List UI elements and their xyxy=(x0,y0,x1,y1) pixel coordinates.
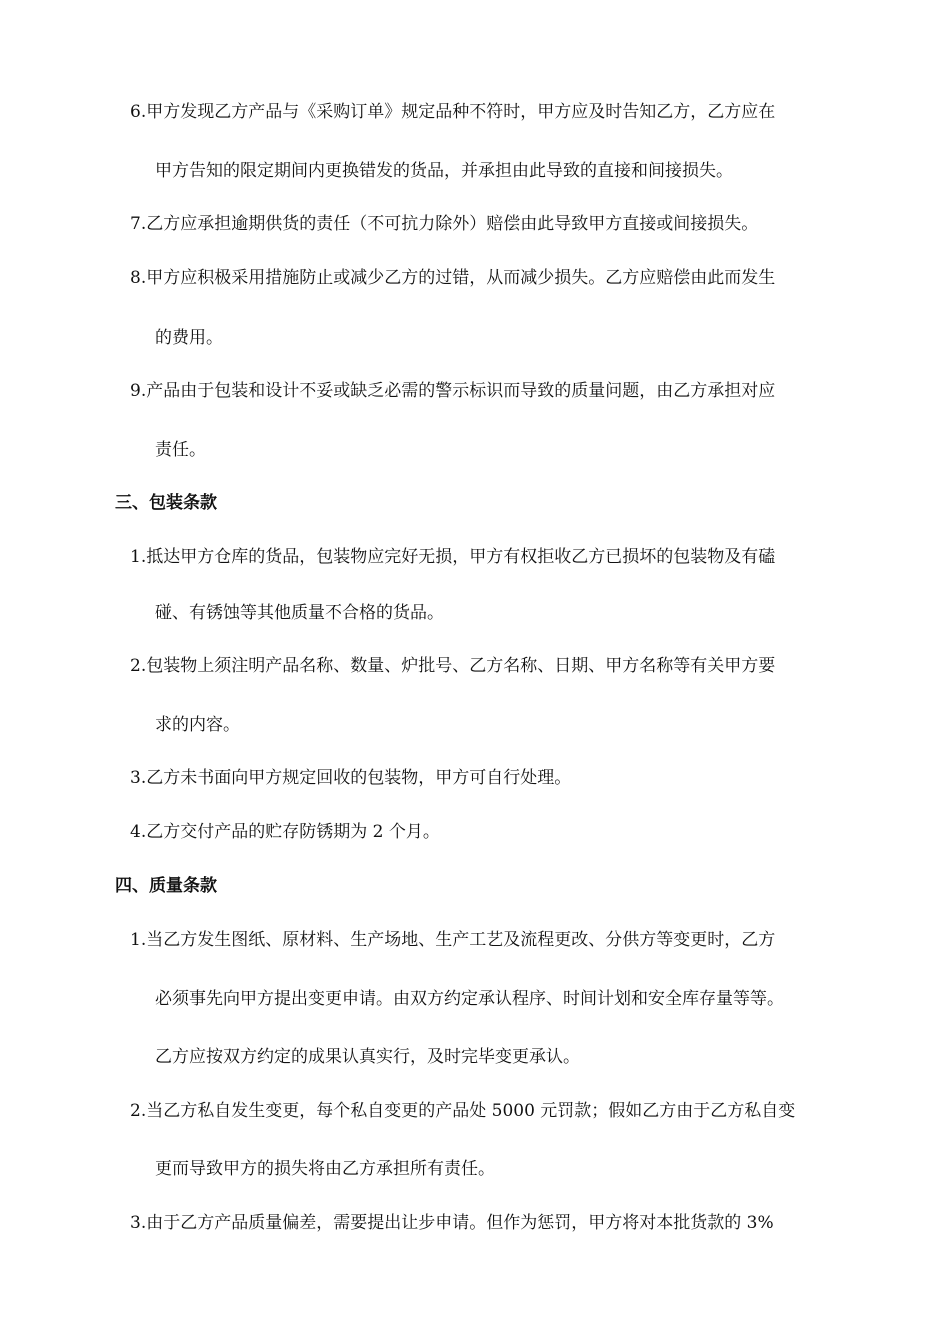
section-heading-quality: 四、质量条款 xyxy=(115,876,217,896)
quality-clause-1-line-2: 必须事先向甲方提出变更申请。由双方约定承认程序、时间计划和安全库存量等等。 xyxy=(155,989,784,1009)
quality-clause-1-line-1: 1.当乙方发生图纸、原材料、生产场地、生产工艺及流程更改、分供方等变更时，乙方 xyxy=(130,930,776,950)
clause-7-line-1: 7.乙方应承担逾期供货的责任（不可抗力除外）赔偿由此导致甲方直接或间接损失。 xyxy=(130,214,759,234)
section-heading-packaging: 三、包装条款 xyxy=(115,493,217,513)
quality-clause-2-line-1: 2.当乙方私自发生变更，每个私自变更的产品处 5000 元罚款；假如乙方由于乙方私自变 xyxy=(130,1101,796,1121)
packaging-clause-4-line-1: 4.乙方交付产品的贮存防锈期为 2 个月。 xyxy=(130,822,440,842)
clause-6-line-2: 甲方告知的限定期间内更换错发的货品，并承担由此导致的直接和间接损失。 xyxy=(155,161,733,181)
clause-9-line-2: 责任。 xyxy=(155,440,206,460)
quality-clause-1-line-3: 乙方应按双方约定的成果认真实行，及时完毕变更承认。 xyxy=(155,1047,580,1067)
clause-8-line-2: 的费用。 xyxy=(155,328,223,348)
clause-9-line-1: 9.产品由于包装和设计不妥或缺乏必需的警示标识而导致的质量问题，由乙方承担对应 xyxy=(130,381,776,401)
quality-clause-3-line-1: 3.由于乙方产品质量偏差，需要提出让步申请。但作为惩罚，甲方将对本批货款的 3% xyxy=(130,1213,774,1233)
quality-clause-2-line-2: 更而导致甲方的损失将由乙方承担所有责任。 xyxy=(155,1159,495,1179)
packaging-clause-1-line-1: 1.抵达甲方仓库的货品，包装物应完好无损，甲方有权拒收乙方已损坏的包装物及有磕 xyxy=(130,547,776,567)
packaging-clause-2-line-1: 2.包装物上须注明产品名称、数量、炉批号、乙方名称、日期、甲方名称等有关甲方要 xyxy=(130,656,776,676)
clause-6-line-1: 6.甲方发现乙方产品与《采购订单》规定品种不符时，甲方应及时告知乙方，乙方应在 xyxy=(130,102,776,122)
clause-8-line-1: 8.甲方应积极采用措施防止或减少乙方的过错，从而减少损失。乙方应赔偿由此而发生 xyxy=(130,268,776,288)
packaging-clause-3-line-1: 3.乙方未书面向甲方规定回收的包装物，甲方可自行处理。 xyxy=(130,768,572,788)
packaging-clause-2-line-2: 求的内容。 xyxy=(155,715,240,735)
packaging-clause-1-line-2: 碰、有锈蚀等其他质量不合格的货品。 xyxy=(155,603,444,623)
